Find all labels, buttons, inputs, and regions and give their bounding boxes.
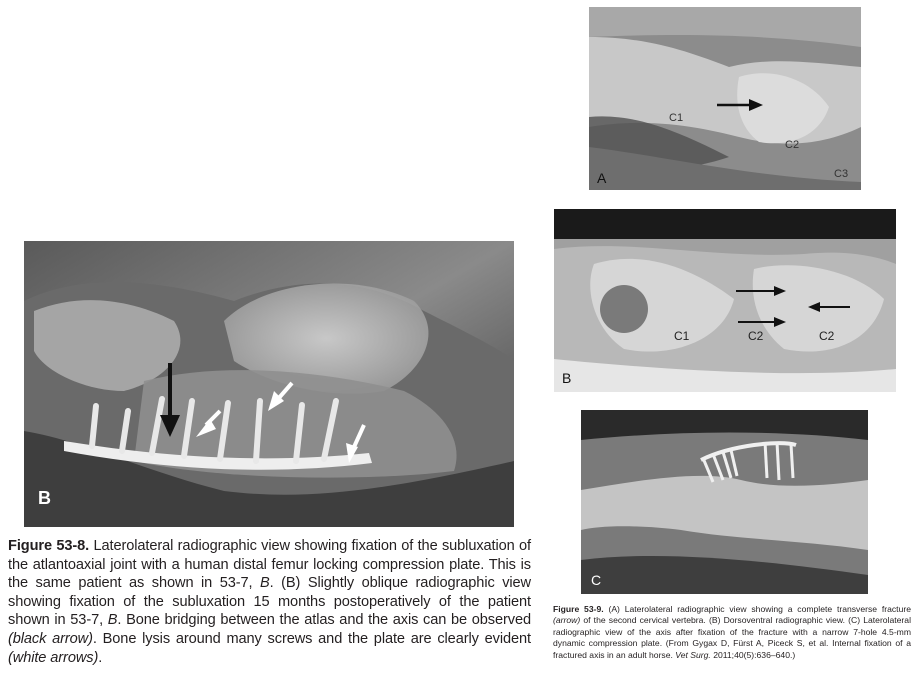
figure-53-9-panel-c [581, 410, 868, 594]
radiograph-53-9-c-image [581, 410, 868, 594]
label-c1: C1 [669, 112, 684, 124]
figure-53-9-panel-a [589, 7, 861, 190]
label-c2: C2 [785, 139, 800, 151]
caption-figure-53-8: Figure 53-8. Laterolateral radiographic view showing fixation of the subluxation of the atlantoaxial joint with a human distal femur locking compression plate. This is the same patient as shown in 53-7, B. (B) Slightly oblique radiographic view showing fixation of the subluxation 15 months postoperatively of the patient shown in 53-7, B. Bone bridging between the atlas and the axis can be observed (black arrow). Bone lysis around many screws and the plate are clearly evident (white arrows). [8, 538, 531, 666]
panel-letter-b: B [562, 370, 572, 386]
figure-53-8-radiograph [24, 241, 514, 527]
label-c2: C2 [748, 329, 764, 343]
radiograph-53-9-a-image [589, 7, 861, 190]
label-c3: C3 [834, 168, 849, 180]
panel-letter-a: A [597, 170, 607, 186]
caption-label: Figure 53-9. [553, 604, 604, 614]
caption-label: Figure 53-8. [8, 538, 90, 554]
panel-letter-c: C [591, 572, 602, 588]
radiograph-53-8-image [24, 241, 514, 527]
label-c1: C1 [674, 329, 690, 343]
panel-letter-b: B [38, 488, 51, 508]
figure-53-9-panel-b [554, 209, 896, 392]
caption-figure-53-9: Figure 53-9. (A) Laterolateral radiographic view showing a complete transverse fracture (arrow) of the second cervical vertebra. (B) Dorsoventral radiographic view. (C) Laterolateral radiographic view of the axis after fixation of the fracture with a narrow 7-hole 4.5-mm dynamic compression plate. (From Gygax D, Fürst A, Piceck S, et al. Internal fixation of a fractured axis in an adult horse. Vet Surg. 2011;40(5):636–640.) [553, 604, 911, 660]
label-c2-second: C2 [819, 329, 835, 343]
radiograph-53-9-b-image [554, 209, 896, 392]
